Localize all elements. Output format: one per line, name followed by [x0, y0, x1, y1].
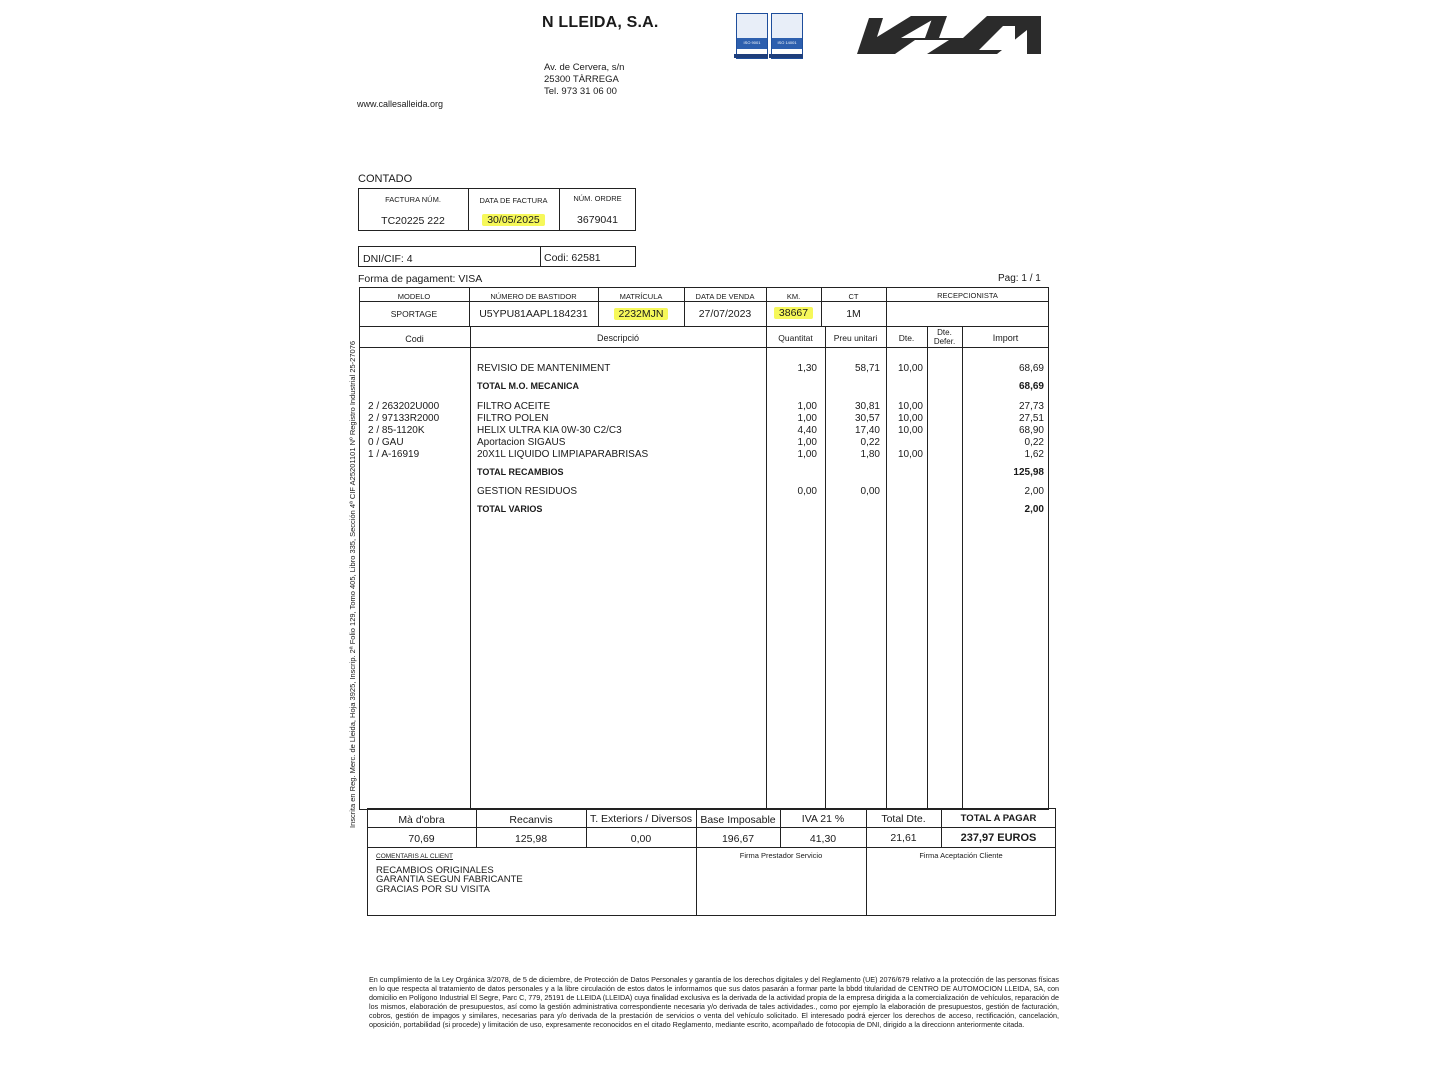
item-description: FILTRO ACEITE [477, 401, 551, 412]
col-preu: Preu unitari [833, 333, 878, 343]
total-discount-label: Total Dte. [881, 813, 926, 825]
total-parts: 125,98 [514, 833, 548, 845]
divider [540, 246, 541, 267]
item-quantity: 1,00 [797, 449, 817, 460]
item-description: TOTAL VARIOS [477, 504, 543, 514]
vehicle-plate: 2232MJN [598, 308, 684, 320]
item-code: 1 / A-16919 [368, 449, 420, 460]
item-import: 27,51 [1018, 413, 1044, 424]
vehicle-model: SPORTAGE [390, 309, 438, 319]
item-unit-price: 58,71 [854, 363, 880, 374]
page-number: Pag: 1 / 1 [998, 273, 1041, 284]
col-import: Import [992, 333, 1019, 343]
item-quantity: 1,00 [797, 401, 817, 412]
row-line [367, 827, 1056, 828]
item-import: 2,00 [1024, 486, 1044, 497]
item-unit-price: 30,57 [854, 413, 880, 424]
item-discount: 10,00 [897, 413, 923, 424]
comments-label: COMENTARIS AL CLIENT [376, 853, 453, 860]
total-discount: 21,61 [890, 832, 917, 844]
vehicle-ct: 1M [846, 308, 861, 320]
col-quantitat: Quantitat [778, 333, 813, 343]
item-description: TOTAL M.O. MECANICA [477, 381, 579, 391]
vehicle-sale-date: 27/07/2023 [698, 308, 752, 320]
invoice-number: TC20225 222 [381, 215, 445, 227]
registry-side-text: Inscrita en Reg. Merc. de Lleida, Hoja 3925, Inscrip. 2ª Folio 129, Tomo 405, Libro 335, Sección 4ª CIF A25201101 Nº Registro Industrial 25-27076 [348, 340, 357, 828]
item-import: 125,98 [1013, 467, 1044, 478]
item-description: Aportacion SIGAUS [477, 437, 566, 448]
item-discount: 10,00 [897, 425, 923, 436]
item-quantity: 1,00 [797, 437, 817, 448]
item-import: 2,00 [1024, 504, 1044, 515]
invoice-date: 30/05/2025 [468, 214, 559, 226]
vehicle-model-label: MODELO [397, 292, 431, 301]
item-import: 0,22 [1024, 437, 1044, 448]
company-website: www.callesalleida.org [357, 99, 444, 109]
item-import: 68,90 [1018, 425, 1044, 436]
kia-logo [855, 10, 1043, 58]
vehicle-km: 38667 [766, 307, 821, 319]
divider [886, 326, 887, 810]
total-labour-label: Mà d'obra [398, 814, 445, 826]
vehicle-vin-label: NÚMERO DE BASTIDOR [490, 292, 577, 301]
total-parts-label: Recanvis [509, 814, 553, 826]
tax-base: 196,67 [721, 833, 755, 845]
item-discount: 10,00 [897, 363, 923, 374]
col-dte: Dte. [898, 333, 915, 343]
row-line [367, 847, 1056, 848]
vat-amount: 41,30 [809, 833, 837, 845]
item-description: 20X1L LIQUIDO LIMPIAPARABRISAS [477, 449, 649, 460]
col-descripcio: Descripció [596, 333, 639, 343]
row-line [359, 347, 1049, 348]
total-exteriors: 0,00 [630, 833, 652, 845]
col-dte-defer: Dte. Defer. [933, 328, 956, 346]
company-address: Av. de Cervera, s/n 25300 TÀRREGA Tel. 973 31 06 00 [544, 62, 625, 97]
item-code: 0 / GAU [368, 437, 404, 448]
item-import: 27,73 [1018, 401, 1044, 412]
legal-notice: En cumplimiento de la Ley Orgánica 3/2078, de 5 de diciembre, de Protección de Datos Personales y garantía de los derechos digitales y del Reglamento (UE) 2076/679 relativo a la protección de las personas físicas en lo que respecta al tratamiento de datos personales y a la libre circulación de estos datos le informamos que sus datos pasarán a formar parte la bbdd titularidad de CENTRO DE AUTOMOCION LLEIDA, SA, con domicilio en Polígono Industrial El Segre, Parc C, 779, 25191 de LLEIDA (LLEIDA) cuya finalidad exclusiva es la derivada de la actividad propia de la empresa dirigida a la comercialización de vehículos, reparación de los mismos, elaboración de presupuestos, así como la gestión administrativa correspondiente necesaria y/o derivada de tales actividades., como por ejemplo la elaboración de presupuestos, gestión de facturación, cobros, gestión de impagos y similares, necesarias para y/o derivada de la prestación de servicios o venta del vehículo solicitado. El interesado podrá ejercer los derechos de acceso, rectificación, cancelación, oposición, portabilidad (si procede) y limitación de uso, expresamente reconocidos en el citado Reglamento, mediante escrito, acompañado de fotocopia de DNI, dirigido a la direccionn anteriormente citada. [369, 975, 1059, 1030]
item-quantity: 4,40 [797, 425, 817, 436]
item-unit-price: 1,80 [860, 449, 880, 460]
items-frame [359, 287, 1049, 810]
vat-label: IVA 21 % [801, 813, 845, 825]
item-quantity: 1,30 [797, 363, 817, 374]
vehicle-plate-label: MATRÍCULA [619, 292, 663, 301]
col-codi: Codi [405, 334, 424, 344]
payment-method: Forma de pagament: VISA [358, 273, 483, 285]
item-quantity: 1,00 [797, 413, 817, 424]
divider [962, 326, 963, 810]
item-unit-price: 30,81 [854, 401, 880, 412]
iso-9001-bar [734, 54, 768, 58]
item-code: 2 / 263202U000 [368, 401, 440, 412]
item-import: 68,69 [1018, 363, 1044, 374]
total-exteriors-label: T. Exteriors / Diversos [589, 813, 693, 825]
divider [927, 326, 928, 810]
divider [470, 326, 471, 810]
item-discount: 10,00 [897, 401, 923, 412]
item-description: HELIX ULTRA KIA 0W-30 C2/C3 [477, 425, 622, 436]
iso-9001-badge: ISO 9001 [736, 13, 768, 59]
item-unit-price: 0,22 [860, 437, 880, 448]
item-description: TOTAL RECAMBIOS [477, 467, 564, 477]
vehicle-km-label: KM. [786, 292, 801, 301]
order-number: 3679041 [577, 214, 618, 226]
row-line [359, 301, 1049, 302]
client-comments: RECAMBIOS ORIGINALES GARANTIA SEGUN FABRICANTE GRACIAS POR SU VISITA [376, 865, 523, 895]
provider-signature-label: Firma Prestador Servicio [739, 851, 823, 860]
payment-type: CONTADO [358, 173, 413, 185]
invoice-date-label: DATA DE FACTURA [479, 196, 548, 205]
vehicle-vin: U5YPU81AAPL184231 [479, 308, 588, 320]
total-labour: 70,69 [408, 833, 435, 845]
item-description: FILTRO POLEN [477, 413, 549, 424]
item-unit-price: 17,40 [854, 425, 880, 436]
tax-base-label: Base Imposable [700, 814, 776, 826]
divider [825, 326, 826, 810]
vehicle-ct-label: CT [848, 292, 859, 301]
iso-14001-badge: ISO 14001 [771, 13, 803, 59]
invoice-number-label: FACTURA NÚM. [385, 195, 441, 204]
vehicle-receptionist-label: RECEPCIONISTA [937, 291, 998, 300]
vehicle-sale-date-label: DATA DE VENDA [695, 292, 755, 301]
item-import: 68,69 [1018, 381, 1044, 392]
item-description: GESTION RESIDUOS [477, 486, 578, 497]
client-signature-label: Firma Aceptación Cliente [919, 851, 1003, 860]
company-name: N LLEIDA, S.A. [542, 14, 659, 31]
iso-14001-bar [769, 54, 803, 58]
item-discount: 10,00 [897, 449, 923, 460]
item-code: 2 / 97133R2000 [368, 413, 440, 424]
divider [766, 326, 767, 810]
item-description: REVISIO DE MANTENIMENT [477, 363, 611, 374]
order-number-label: NÚM. ORDRE [573, 194, 622, 203]
item-unit-price: 0,00 [860, 486, 880, 497]
item-quantity: 0,00 [797, 486, 817, 497]
row-line [359, 326, 1049, 327]
item-code: 2 / 85-1120K [368, 425, 425, 436]
client-code: Codi: 62581 [544, 252, 601, 264]
total-to-pay: 237,97 EUROS [960, 832, 1037, 844]
client-dni: DNI/CIF: 4 [363, 253, 413, 265]
item-import: 1,62 [1024, 449, 1044, 460]
total-to-pay-label: TOTAL A PAGAR [960, 813, 1037, 824]
